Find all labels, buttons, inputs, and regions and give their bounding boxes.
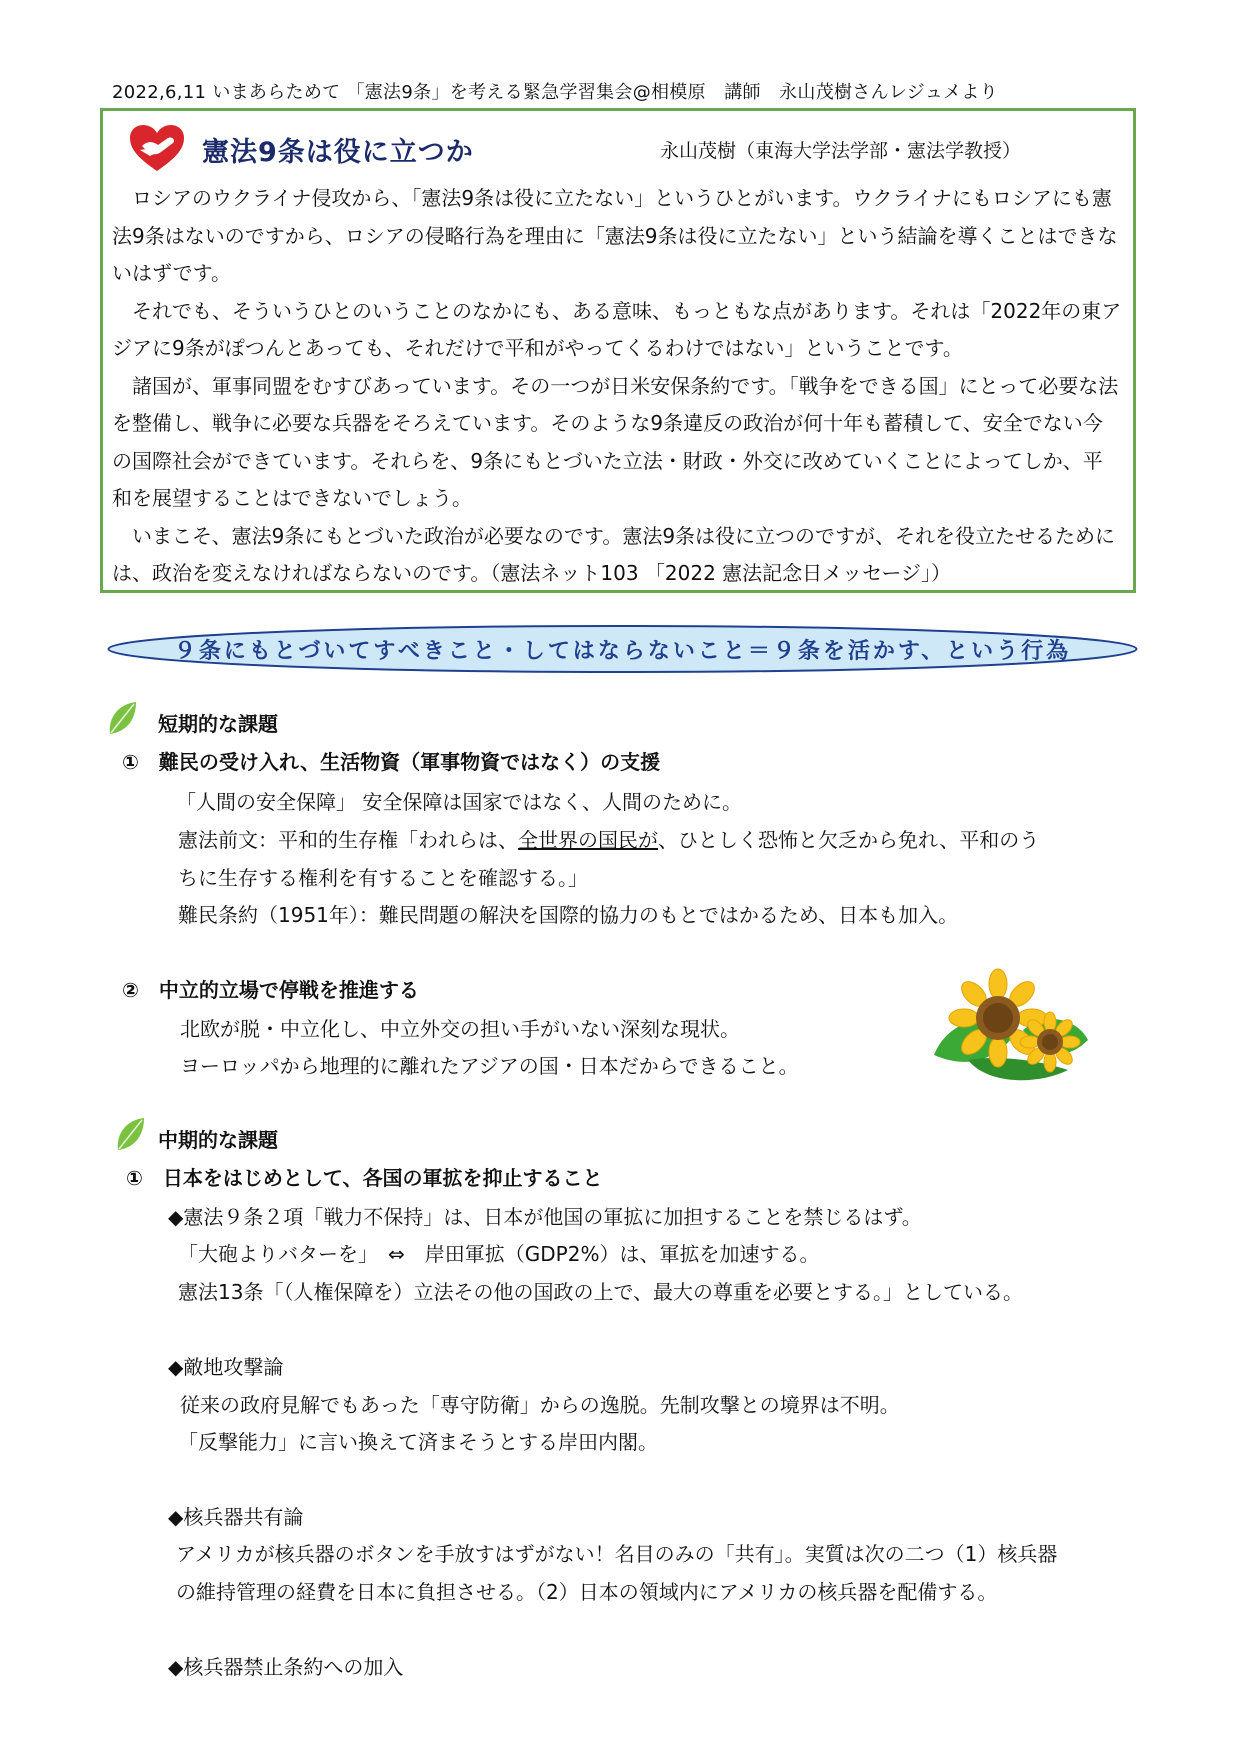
- mid-term-section2-line1: 従来の政府見解でもあった「専守防衛」からの逸脱。先制攻撃との境界は不明。: [180, 1393, 900, 1417]
- header-line: 2022,6,11 いまあらためて 「憲法9条」を考える緊急学習集会@相模原 講師 永山茂樹さんレジュメより: [112, 82, 998, 103]
- mid-term-item1-title: ① 日本をはじめとして、各国の軍拡を抑止すること: [126, 1166, 603, 1190]
- mid-term-section3-line1: アメリカが核兵器のボタンを手放すはずがない！名目のみの「共有」。実質は次の二つ（1）核兵器: [176, 1542, 1058, 1566]
- short-term-item1-line2: 憲法前文：平和的生存権「われらは、全世界の国民が、ひとしく恐怖と欠乏から免れ、平和のう: [178, 828, 1040, 852]
- heart-hands-logo-icon: [128, 122, 186, 174]
- short-term-item2-title: ② 中立的立場で停戦を推進する: [122, 978, 419, 1002]
- mid-term-section2-title: ◆敵地攻撃論: [168, 1355, 284, 1379]
- short-term-item1-line3: ちに生存する権利を有することを確認する。」: [178, 866, 588, 890]
- mid-term-item1-line2: 「大砲よりバターを」 ⇔ 岸田軍拡（GDP2%）は、軍拡を加速する。: [178, 1242, 820, 1266]
- intro-paragraph-1: ロシアのウクライナ侵攻から、「憲法9条は役に立たない」というひとがいます。ウクライナにもロシアにも憲法9条はないのですから、ロシアの侵略行為を理由に「憲法9条は役に立たない」という結論を導くことはできないはずです。: [112, 186, 1118, 285]
- leaf-icon: [106, 700, 138, 736]
- short-term-heading: 短期的な課題: [158, 712, 278, 736]
- short-term-item1-title: ① 難民の受け入れ、生活物資（軍事物資ではなく）の支援: [122, 750, 661, 774]
- short-term-item2-line2: ヨーロッパから地理的に離れたアジアの国・日本だからできること。: [180, 1054, 799, 1078]
- mid-term-section4-title: ◆核兵器禁止条約への加入: [168, 1655, 404, 1679]
- intro-body: [112, 180, 1122, 593]
- mid-term-section2-line2: 「反撃能力」に言い換えて済まそうとする岸田内閣。: [178, 1430, 658, 1454]
- mid-term-heading: 中期的な課題: [158, 1128, 278, 1152]
- mid-term-section3-title: ◆核兵器共有論: [168, 1505, 304, 1529]
- intro-paragraph-2: それでも、そういうひとのいうことのなかにも、ある意味、もっともな点があります。それは「2022年の東アジアに9条がぽつんとあっても、それだけで平和がやってくるわけではない」ということです。: [112, 298, 1122, 360]
- short-term-item2-line1: 北欧が脱・中立化し、中立外交の担い手がいない深刻な現状。: [180, 1017, 740, 1041]
- banner-text: ９条にもとづいてすべきこと・してはならないこと＝９条を活かす、という行為: [173, 638, 1072, 664]
- leaf-icon: [114, 1116, 146, 1152]
- short-term-item1-line1: 「人間の安全保障」 安全保障は国家ではなく、人間のために。: [176, 790, 742, 814]
- sunflower-illustration-icon: [928, 960, 1090, 1085]
- intro-paragraph-4: いまこそ、憲法9条にもとづいた政治が必要なのです。憲法9条は役に立つのですが、それを役立たせるためには、政治を変えなければならないのです。（憲法ネット103 「2022 憲法記念日メッセージ」）: [112, 523, 1116, 585]
- mid-term-item1-line3: 憲法13条「（人権保障を）立法その他の国政の上で、最大の尊重を必要とする。」としている。: [178, 1280, 1024, 1304]
- mid-term-section3-line2: の維持管理の経費を日本に負担させる。（2）日本の領域内にアメリカの核兵器を配備する。: [176, 1580, 998, 1604]
- intro-paragraph-3: 諸国が、軍事同盟をむすびあっています。その一つが日米安保条約です。「戦争をできる国」にとって必要な法を整備し、戦争に必要な兵器をそろえています。そのような9条違反の政治が何十年も蓄積して、安全でない今の国際社会ができています。それらを、9条にもとづいた立法・財政・外交に改めていくことによってしか、平和を展望することはできないでしょう。: [112, 373, 1119, 510]
- intro-author: 永山茂樹（東海大学法学部・憲法学教授）: [660, 140, 1022, 162]
- intro-title: 憲法9条は役に立つか: [202, 137, 474, 168]
- mid-term-item1-line1: ◆憲法９条２項「戦力不保持」は、日本が他国の軍拡に加担することを禁じるはず。: [168, 1205, 922, 1229]
- short-term-item1-line4: 難民条約（1951年）：難民問題の解決を国際的協力のもとではかるため、日本も加入。: [178, 903, 959, 927]
